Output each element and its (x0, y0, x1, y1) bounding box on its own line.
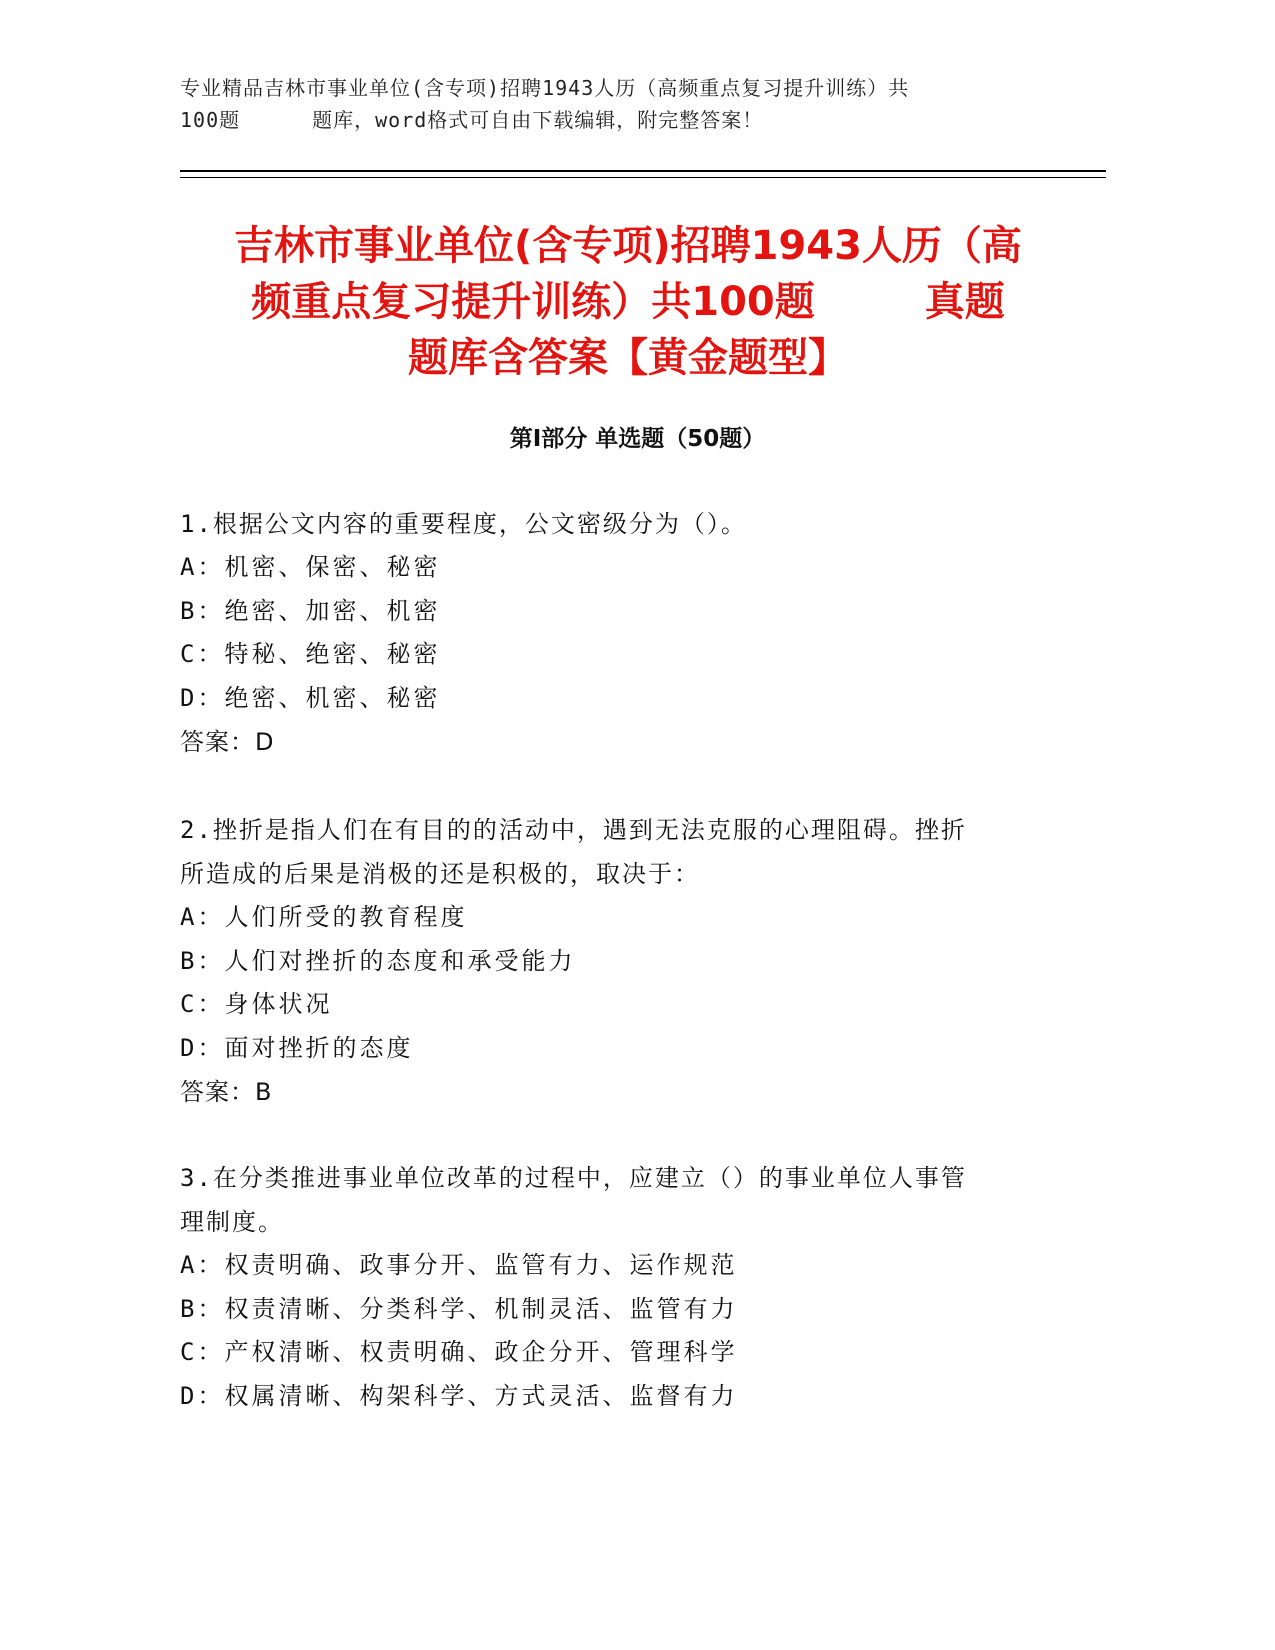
header-divider-thin (180, 177, 1106, 178)
question-stem-line-2: 所造成的后果是消极的还是积极的，取决于： (180, 860, 700, 888)
document-title (178, 218, 1078, 386)
header-line-2-end: 题库，word格式可自由下载编辑，附完整答案！ (312, 108, 764, 132)
section-heading: 第I部分 单选题（50题） (509, 426, 766, 452)
title-line-2-end: 真题 (924, 279, 1005, 325)
question-stem: 1.根据公文内容的重要程度，公文密级分为（）。 (180, 510, 747, 538)
document-header-note (180, 72, 1050, 136)
header-line-2 (180, 104, 1050, 136)
header-divider-thick (180, 170, 1106, 172)
option-d: D：权属清晰、构架科学、方式灵活、监督有力 (180, 1381, 738, 1410)
option-b: B：人们对挫折的态度和承受能力 (180, 946, 576, 975)
title-line-2-start: 频重点复习提升训练）共100题 (251, 279, 815, 325)
option-c: C：产权清晰、权责明确、政企分开、管理科学 (180, 1338, 738, 1366)
option-b: B：权责清晰、分类科学、机制灵活、监管有力 (180, 1294, 738, 1323)
title-line-1: 吉林市事业单位(含专项)招聘1943人历（高 (234, 223, 1022, 269)
question-stem-line-2: 理制度。 (180, 1208, 284, 1236)
option-a: A：人们所受的教育程度 (180, 903, 468, 931)
answer: 答案：B (180, 1078, 273, 1106)
question-1 (180, 502, 1040, 764)
option-c: C：特秘、绝密、秘密 (180, 640, 441, 668)
option-a: A：权责明确、政事分开、监管有力、运作规范 (180, 1251, 738, 1279)
option-b: B：绝密、加密、机密 (180, 596, 441, 625)
option-d: D：面对挫折的态度 (180, 1033, 414, 1062)
question-3 (180, 1156, 1040, 1418)
option-a: A：机密、保密、秘密 (180, 553, 441, 581)
option-c: C：身体状况 (180, 990, 333, 1018)
title-line-3: 题库含答案【黄金题型】 (408, 335, 848, 381)
answer: 答案：D (180, 728, 275, 756)
question-stem-line-1: 2.挫折是指人们在有目的的活动中，遇到无法克服的心理阻碍。挫折 (180, 816, 967, 844)
title-line-2 (178, 274, 1078, 330)
header-line-2-start: 100题 (180, 108, 241, 132)
option-d: D：绝密、机密、秘密 (180, 683, 441, 712)
question-stem-line-1: 3.在分类推进事业单位改革的过程中，应建立（）的事业单位人事管 (180, 1164, 967, 1192)
question-2 (180, 808, 1040, 1114)
header-line-1: 专业精品吉林市事业单位(含专项)招聘1943人历（高频重点复习提升训练）共 (180, 76, 910, 100)
